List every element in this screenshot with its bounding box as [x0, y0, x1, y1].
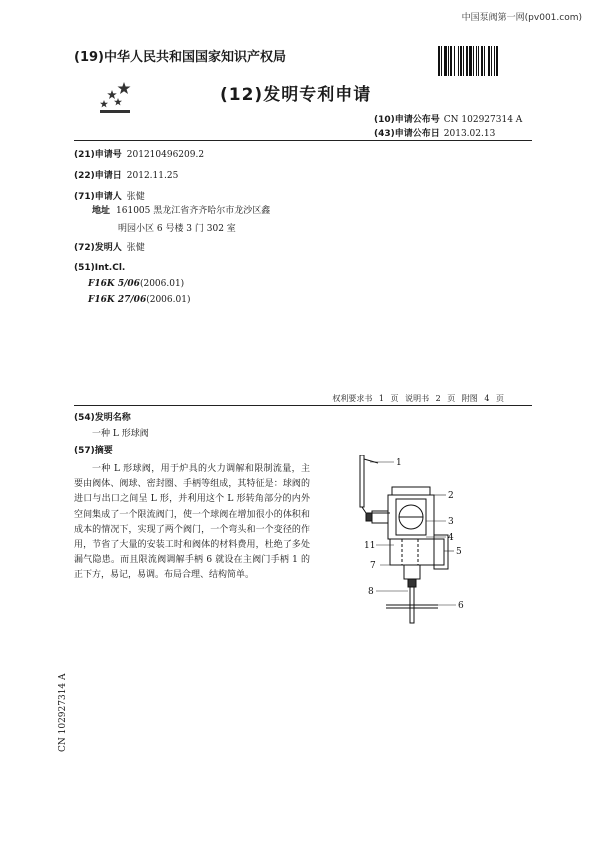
page-counts: 权利要求书 1 页 说明书 2 页 附图 4 页 — [332, 394, 504, 403]
applicant — [74, 189, 145, 202]
invention-title: 一种 L 形球阀 — [92, 429, 149, 439]
ipc-label: (51)Int.Cl. — [74, 263, 126, 273]
site-watermark: 中国泵阀第一网(pv001.com) — [461, 13, 582, 23]
figure-label-3: 3 — [448, 517, 454, 527]
ipc-version-2: (2006.01) — [146, 295, 191, 305]
abstract-heading: (57)摘要 — [74, 446, 113, 456]
address-label: 地址 — [92, 206, 111, 216]
inventor-label: (72)发明人 — [74, 243, 122, 253]
figure-label-2: 2 — [448, 491, 454, 501]
publication-number-label: (10)申请公布号 — [374, 115, 440, 125]
ipc-version-1: (2006.01) — [139, 279, 185, 289]
publication-date — [374, 126, 495, 139]
figure-label-8: 8 — [368, 587, 374, 597]
inventor-value: 张健 — [126, 243, 145, 253]
ipc-class-1 — [88, 279, 184, 289]
figure-label-6: 6 — [458, 601, 464, 611]
applicant-value: 张健 — [126, 192, 145, 202]
figure-label-4: 4 — [448, 533, 454, 543]
office-name: (19)中华人民共和国国家知识产权局 — [74, 50, 286, 65]
figure-label-7: 7 — [370, 561, 376, 571]
header-divider — [74, 140, 532, 141]
figure-label-1: 1 — [396, 458, 402, 468]
ipc-class-2 — [88, 295, 190, 305]
document-type: (12)发明专利申请 — [220, 85, 372, 105]
barcode — [438, 46, 552, 76]
figure-label-5: 5 — [456, 547, 462, 557]
sipo-logo — [98, 80, 134, 116]
figure-label-11: 11 — [364, 541, 376, 551]
applicant-label: (71)申请人 — [74, 192, 122, 202]
abstract-text: 一种 L 形球阀，用于炉具的火力调解和限制流量，主要由阀体、阀球、密封圈、手柄等组成，其特征是：球阀的进口与出口之间呈 L 形，并利用这个 L 形转角部分的内外空间集成了一个限流阀门，使一个球阀在增加很小的体积和成本的情况下，实现了两个阀门，一个弯头和一个变径的作用，节省了大量的安装工时和阀体的材料费用，杜绝了多处漏气隐患。而且限流阀调解手柄 6 就设在主阀门手柄 1 的正下方，易记，易调。布局合理、结构简单。 — [74, 464, 310, 581]
section-divider — [74, 405, 532, 406]
ipc-code-1: F16K 5/06 — [88, 279, 140, 289]
address — [92, 202, 270, 238]
filing-date-label: (22)申请日 — [74, 171, 122, 181]
address-line-2: 明园小区 6 号楼 3 门 302 室 — [118, 224, 236, 234]
ipc-code-2: F16K 27/06 — [88, 295, 147, 305]
publication-number-value: CN 102927314 A — [443, 115, 523, 125]
invention-title-heading: (54)发明名称 — [74, 413, 131, 423]
publication-date-label: (43)申请公布日 — [374, 129, 440, 139]
application-number-label: (21)申请号 — [74, 150, 122, 160]
inventor — [74, 240, 145, 253]
filing-date-value: 2012.11.25 — [126, 171, 179, 181]
ipc-heading — [74, 263, 125, 273]
application-number-value: 201210496209.2 — [126, 150, 205, 160]
application-number — [74, 147, 204, 160]
address-line-1: 161005 黑龙江省齐齐哈尔市龙沙区鑫 — [116, 206, 271, 216]
side-publication-number: CN 102927314 A — [58, 673, 68, 752]
filing-date — [74, 168, 178, 181]
publication-date-value: 2013.02.13 — [443, 129, 496, 139]
publication-number — [374, 112, 522, 125]
valve-drawing — [330, 455, 470, 635]
